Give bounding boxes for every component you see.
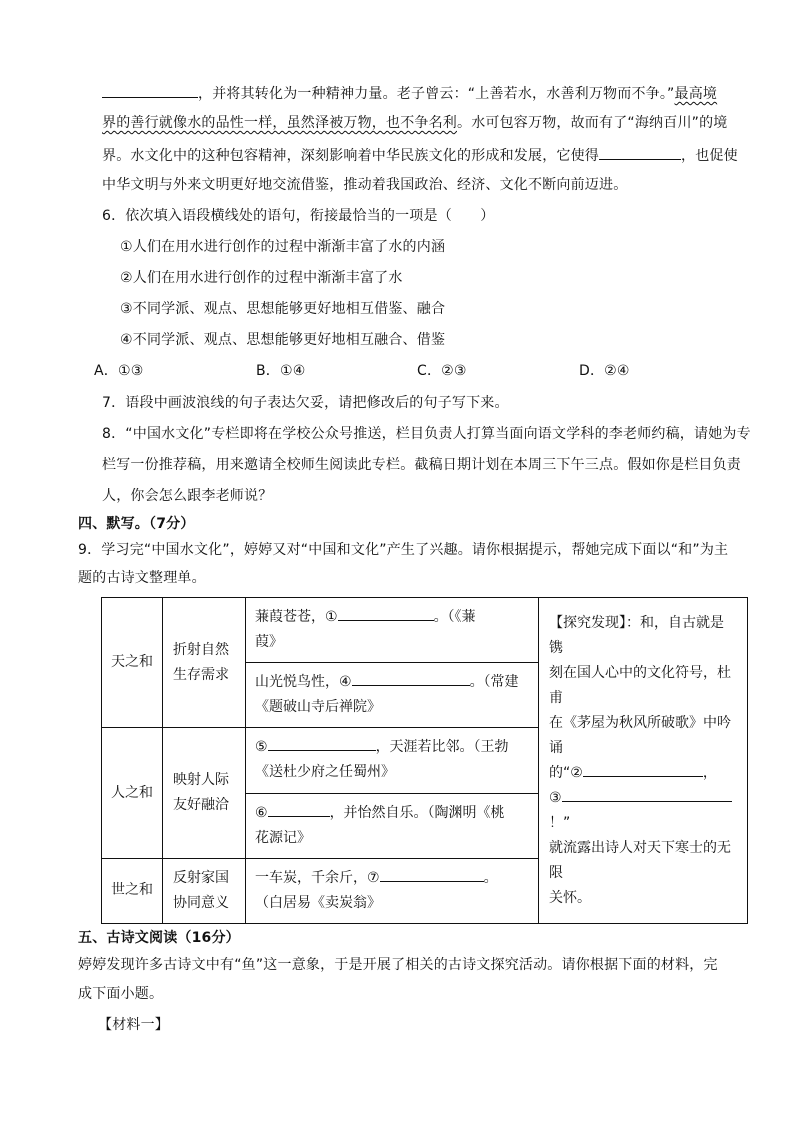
- q8-line-2: 栏写一份推荐稿，用来邀请全校师生阅读此专栏。截稿日期计划在本周三下午三点。假如你是栏目负责: [102, 457, 741, 473]
- wavy-sentence: 最高境: [674, 86, 718, 102]
- q6-option-c[interactable]: C．②③: [417, 363, 467, 379]
- blank-cell-6: ⑥ ，并怡然自乐。（陶渊明《桃 花源记》: [246, 793, 539, 858]
- material-one-label: 【材料一】: [98, 1017, 169, 1033]
- blank-cell-5: ⑤ ，天涯若比邻。（王勃 《送杜少府之任蜀州》: [246, 728, 539, 793]
- discovery-cell: 【探究发现】：和，自古就是镌 刻在国人心中的文化符号，杜甫 在《茅屋为秋风所破歌》中吟诵 的“② ， ③！” 就流露出诗人对天下寒士的无限 关怀。: [539, 598, 748, 924]
- section5-intro-1: 婷婷发现许多古诗文中有“鱼”这一意象，于是开展了相关的古诗文探究活动。请你根据下面的材料，完: [78, 957, 718, 973]
- blank-7[interactable]: [380, 867, 484, 882]
- q6-item-4: ④不同学派、观点、思想能够更好地相互融合、借鉴: [120, 332, 446, 348]
- q6-option-d[interactable]: D．②④: [579, 363, 630, 379]
- q9-line-2: 题的古诗文整理单。: [78, 570, 206, 586]
- section5-intro-2: 成下面小题。: [78, 986, 164, 1002]
- category-ren: 人之和: [102, 728, 163, 858]
- blank-cell-4: 山光悦鸟性，④ 。（常建 《题破山寺后禅院》: [246, 663, 539, 728]
- q6-option-a[interactable]: A．①③: [94, 363, 144, 379]
- category-tian: 天之和: [102, 598, 163, 728]
- blank-5[interactable]: [268, 736, 376, 751]
- blank-3[interactable]: [562, 787, 732, 802]
- category-shi: 世之和: [102, 858, 163, 923]
- passage-line-2: 界的善行就像水的品性一样，虽然泽被万物，也不争名利。水可包容万物，故而有了“海纳百川”的境: [102, 115, 728, 131]
- q7: 7．语段中画波浪线的句子表达欠妥，请把修改后的句子写下来。: [102, 395, 509, 411]
- q9-line-1: 9．学习完“中国水文化”，婷婷又对“中国和文化”产生了兴趣。请你根据提示，帮她完成下面以“和”为主: [78, 542, 729, 558]
- answer-blank: [102, 82, 198, 98]
- blank-4[interactable]: [352, 671, 470, 686]
- blank-cell-7: 一车炭，千余斤，⑦ 。 （白居易《卖炭翁》: [246, 858, 539, 923]
- section5-title: 五、古诗文阅读（16分）: [78, 930, 240, 946]
- blank-1[interactable]: [338, 606, 434, 621]
- q6-item-3: ③不同学派、观点、思想能够更好地相互借鉴、融合: [120, 301, 446, 317]
- blank-6[interactable]: [268, 802, 330, 817]
- blank-2[interactable]: [583, 762, 703, 777]
- q6-stem: 6．依次填入语段横线处的语句，衔接最恰当的一项是（ ）: [102, 208, 495, 224]
- q6-option-b[interactable]: B．①④: [256, 363, 306, 379]
- meaning-cell: 折射自然 生存需求: [163, 598, 246, 728]
- wavy-sentence: 界的善行就像水的品性一样，虽然泽被万物，也不争名利: [102, 115, 457, 131]
- q6-item-2: ②人们在用水进行创作的过程中渐渐丰富了水: [120, 270, 403, 286]
- section4-title: 四、默写。（7分）: [78, 516, 195, 532]
- passage-line-4: 中华文明与外来文明更好地交流借鉴，推动着我国政治、经济、文化不断向前迈进。: [102, 177, 628, 193]
- passage-line-1: ，并将其转化为一种精神力量。老子曾云：“上善若水，水善利万物而不争。”最高境: [102, 82, 742, 104]
- q8-line-3: 人，你会怎么跟李老师说？: [102, 488, 273, 504]
- blank-cell-1: 蒹葭苍苍，① 。（《蒹 葭》: [246, 598, 539, 663]
- q6-item-1: ①人们在用水进行创作的过程中渐渐丰富了水的内涵: [120, 239, 446, 255]
- poem-table: [101, 597, 748, 924]
- answer-blank: [599, 144, 681, 160]
- passage-line-3: 界。水文化中的这种包容精神，深刻影响着中华民族文化的形成和发展，它使得 ，也促使: [102, 144, 742, 166]
- q8-line-1: 8．“中国水文化”专栏即将在学校公众号推送，栏目负责人打算当面向语文学科的李老师约稿，请她为专: [102, 426, 751, 442]
- meaning-cell: 反射家国 协同意义: [163, 858, 246, 923]
- meaning-cell: 映射人际 友好融洽: [163, 728, 246, 858]
